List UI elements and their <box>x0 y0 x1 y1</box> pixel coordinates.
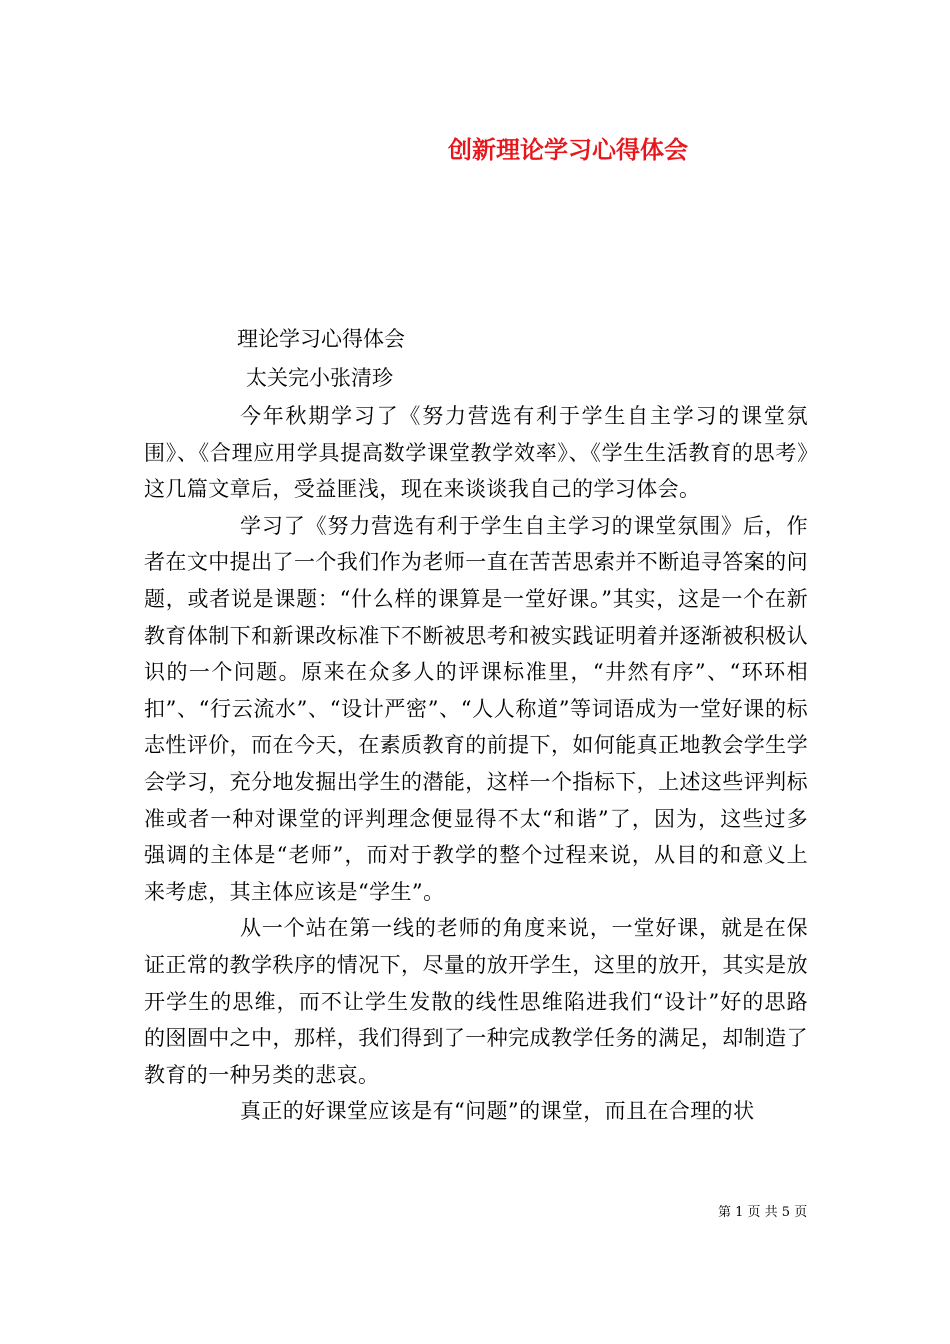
paragraph-1: 今年秋期学习了《努力营选有利于学生自主学习的课堂氛围》、《合理应用学具提高数学课堂教学效率》、《学生生活教育的思考》这几篇文章后，受益匪浅，现在来谈谈我自己的学习体会。 <box>144 404 808 502</box>
document-title: 创新理论学习心得体会 <box>448 135 688 164</box>
author-name: 太关完小张清珍 <box>246 366 393 390</box>
document-subtitle: 理论学习心得体会 <box>237 327 405 351</box>
paragraph-3: 从一个站在第一线的老师的角度来说，一堂好课，就是在保证正常的教学秩序的情况下，尽量的放开学生，这里的放开，其实是放开学生的思维，而不让学生发散的线性思维陷进我们“设计”好的思路的囹圄中之中，那样，我们得到了一种完成教学任务的满足，却制造了教育的一种另类的悲哀。 <box>144 916 808 1087</box>
document-body <box>144 398 808 1130</box>
page-number: 第 1 页 共 5 页 <box>718 1205 808 1220</box>
paragraph-4: 真正的好课堂应该是有“问题”的课堂，而且在合理的状 <box>240 1099 755 1124</box>
paragraph-2: 学习了《努力营选有利于学生自主学习的课堂氛围》后，作者在文中提出了一个我们作为老师一直在苦苦思索并不断追寻答案的问题，或者说是课题：“什么样的课算是一堂好课。”其实，这是一个在新教育体制下和新课改标准下不断被思考和被实践证明着并逐渐被积极认识的一个问题。原来在众多人的评课标准里，“井然有序”、“环环相扣”、“行云流水”、“设计严密”、“人人称道”等词语成为一堂好课的标志性评价，而在今天，在素质教育的前提下，如何能真正地教会学生学会学习，充分地发掘出学生的潜能，这样一个指标下，上述这些评判标准或者一种对课堂的评判理念便显得不太“和谐”了，因为，这些过多强调的主体是“老师”，而对于教学的整个过程来说，从目的和意义上来考虑，其主体应该是“学生”。 <box>144 513 808 904</box>
